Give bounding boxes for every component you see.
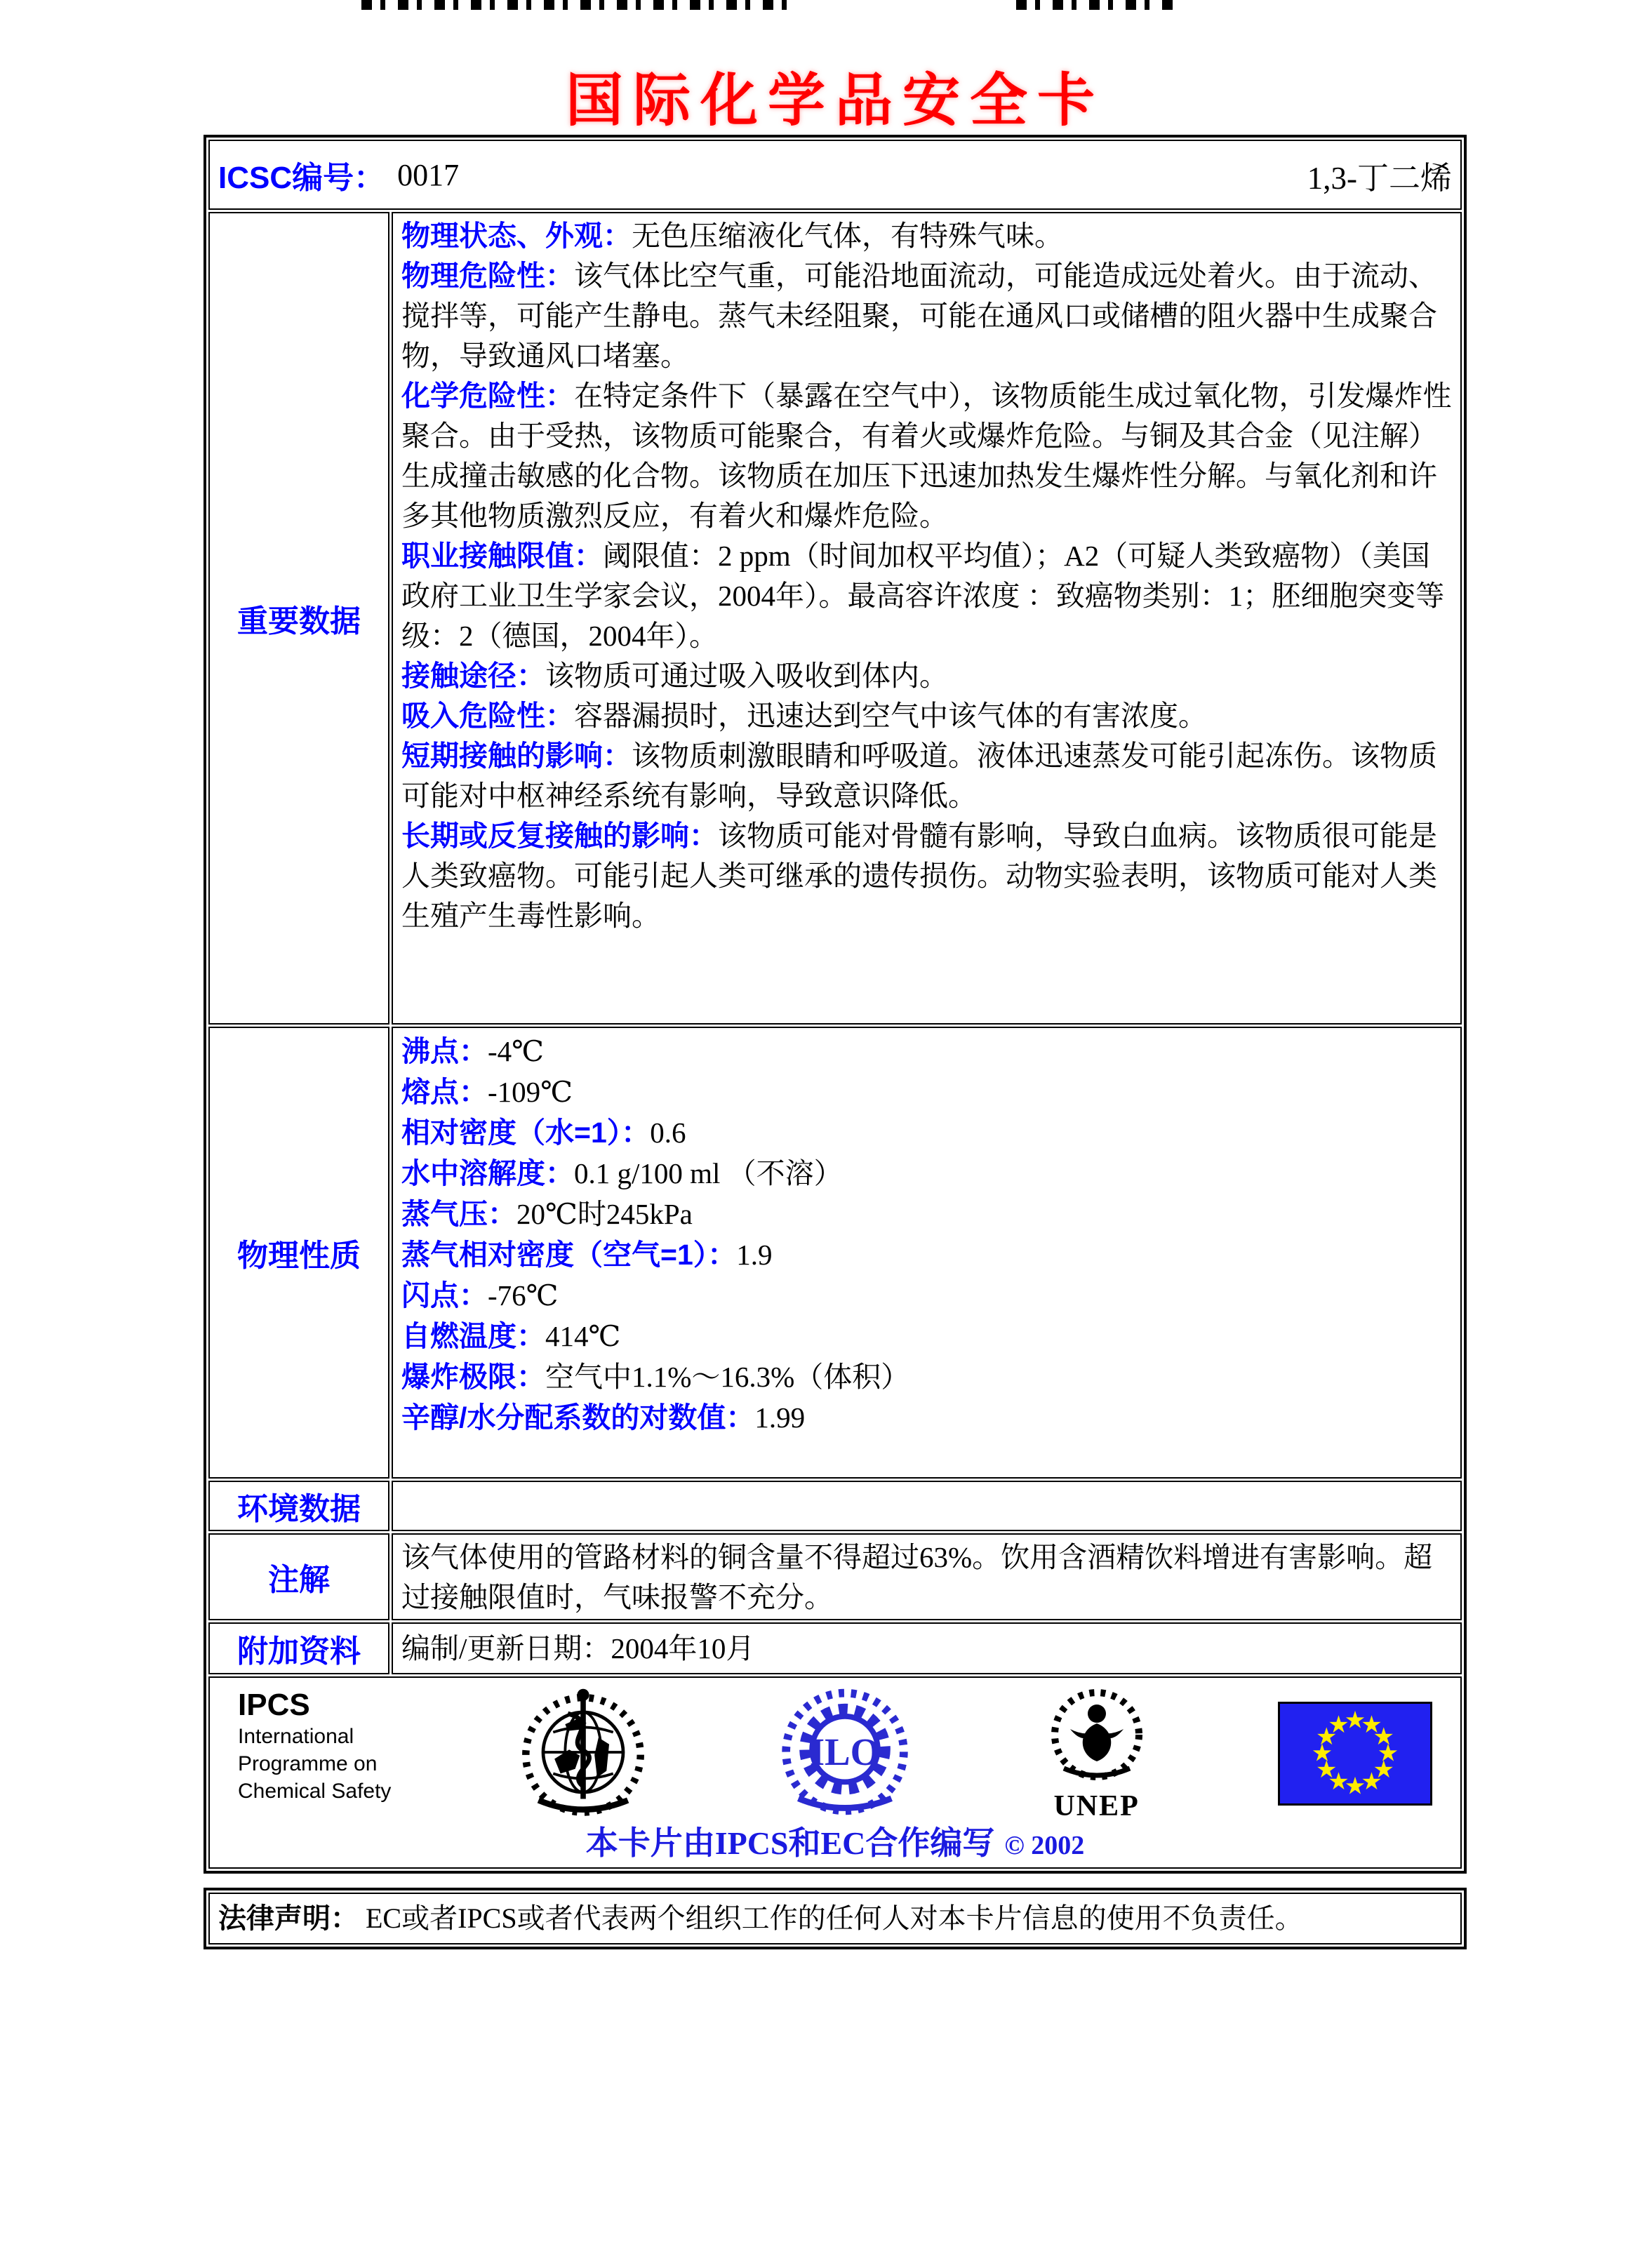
important-item [401, 216, 1452, 256]
svg-text:★: ★ [1344, 1707, 1366, 1734]
environmental-data-row [208, 1481, 1462, 1531]
legal-notice-content [208, 1893, 1462, 1945]
physical-item [401, 1275, 1452, 1316]
item-text: 在特定条件下（暴露在空气中），该物质能生成过氧化物，引发爆炸性聚合。由于受热，该物质可能聚合，有着火或爆炸危险。与铜及其合金（见注解）生成撞击敏感的化合物。该物质在加压下迅速加热发生爆炸性分解。与氧化剂和许多其他物质激烈反应，有着火和爆炸危险。 [401, 380, 1452, 532]
item-label: 沸点： [401, 1035, 488, 1067]
ilo-logo-icon [775, 1683, 915, 1824]
item-label: 职业接触限值： [401, 540, 603, 572]
notes-content: 该气体使用的管路材料的铜含量不得超过63%。饮用含酒精饮料增进有害影响。超过接触限值时，气味报警不充分。 [392, 1533, 1462, 1620]
item-text: -4℃ [488, 1035, 545, 1067]
unep-logo-icon [1037, 1687, 1156, 1796]
svg-text:★: ★ [1361, 1769, 1382, 1796]
important-item [401, 736, 1452, 816]
important-item [401, 656, 1452, 696]
item-text: 阈限值：2 ppm（时间加权平均值）；A2（可疑人类致癌物）（美国政府工业卫生学家会议，2004年）。最高容许浓度 ：致癌物类别：1；胚细胞突变等级：2（德国，2004年）。 [401, 540, 1445, 652]
logos-row [208, 1676, 1462, 1869]
ipcs-subtitle-line: Programme on [238, 1752, 378, 1775]
icsc-number-label: ICSC编号： [218, 161, 385, 195]
svg-text:★: ★ [1373, 1724, 1394, 1750]
important-data-content [392, 212, 1462, 1025]
svg-text:★: ★ [1344, 1773, 1366, 1800]
item-text: 该物质可通过吸入吸收到体内。 [545, 660, 948, 692]
svg-text:★: ★ [1373, 1757, 1394, 1783]
ipcs-title: IPCS [238, 1688, 310, 1722]
legal-notice-text: EC或者IPCS或者代表两个组织工作的任何人对本卡片信息的使用不负责任。 [366, 1902, 1303, 1934]
item-text: 1.9 [736, 1239, 773, 1271]
page-title: 国际化学品安全卡 [565, 69, 1105, 133]
important-item [401, 816, 1452, 936]
row-label-notes: 注解 [208, 1533, 389, 1620]
item-label: 熔点： [401, 1076, 488, 1108]
unep-label: UNEP [1053, 1789, 1140, 1822]
item-text: 该物质刺激眼睛和呼吸道。液体迅速蒸发可能引起冻伤。该物质可能对中枢神经系统有影响，导致意识降低。 [401, 740, 1437, 812]
ipcs-subtitle-line: International [238, 1725, 354, 1748]
item-text: 414℃ [545, 1320, 621, 1352]
ipcs-text-block [238, 1688, 391, 1805]
physical-item [401, 1397, 1452, 1438]
item-label: 物理危险性： [401, 260, 574, 292]
additional-info-content: 编制/更新日期：2004年10月 [392, 1622, 1462, 1674]
icsc-number-value: 0017 [397, 157, 460, 192]
unep-logo-block [1037, 1687, 1156, 1821]
item-label: 蒸气相对密度（空气=1）： [401, 1239, 737, 1271]
ilo-letters: ILO [810, 1730, 881, 1773]
row-label-environmental-data: 环境数据 [208, 1481, 389, 1531]
additional-info-row [208, 1622, 1462, 1674]
important-data-row [208, 212, 1462, 1025]
physical-item [401, 1153, 1452, 1194]
svg-text:★: ★ [1377, 1740, 1399, 1767]
row-label-important-data: 重要数据 [208, 212, 389, 1025]
clipped-text-fragment [1016, 0, 1181, 10]
clipped-text-fragment [361, 0, 796, 10]
caption-text: 本卡片由IPCS和EC合作编写 [585, 1825, 995, 1861]
physical-properties-row [208, 1027, 1462, 1479]
item-text: 该气体比空气重，可能沿地面流动，可能造成远处着火。由于流动、搅拌等，可能产生静电。蒸气未经阻聚，可能在通风口或储槽的阻火器中生成聚合物，导致通风口堵塞。 [401, 260, 1437, 372]
important-item [401, 536, 1452, 656]
item-label: 自燃温度： [401, 1320, 545, 1352]
physical-item [401, 1234, 1452, 1275]
item-label: 相对密度（水=1）： [401, 1116, 651, 1149]
svg-text:★: ★ [1328, 1769, 1349, 1796]
item-text: 该物质可能对骨髓有影响，导致白血病。该物质很可能是人类致癌物。可能引起人类可继承的遗传损伤。动物实验表明，该物质可能对人类生殖产生毒性影响。 [401, 820, 1437, 932]
row-label-physical-properties: 物理性质 [208, 1027, 389, 1479]
physical-item [401, 1072, 1452, 1112]
item-text: -109℃ [488, 1076, 573, 1108]
item-label: 辛醇/水分配系数的对数值： [401, 1401, 755, 1434]
item-text: 空气中1.1%～16.3%（体积） [545, 1361, 910, 1393]
item-label: 蒸气压： [401, 1198, 516, 1230]
svg-text:★: ★ [1316, 1724, 1338, 1750]
eu-flag-icon [1278, 1702, 1432, 1806]
header-cell [208, 140, 1462, 210]
legal-notice-label: 法律声明： [218, 1903, 359, 1934]
cooperation-caption [218, 1824, 1452, 1865]
item-text: -76℃ [488, 1279, 559, 1312]
environmental-data-content [392, 1481, 1462, 1531]
physical-item [401, 1356, 1452, 1397]
important-item [401, 696, 1452, 736]
physical-item [401, 1112, 1452, 1153]
item-text: 容器漏损时，迅速达到空气中该气体的有害浓度。 [574, 700, 1207, 732]
item-text: 0.1 g/100 ml （不溶） [574, 1157, 843, 1189]
item-label: 水中溶解度： [401, 1157, 574, 1189]
physical-properties-content [392, 1027, 1462, 1479]
svg-text:★: ★ [1316, 1757, 1338, 1783]
svg-text:★: ★ [1328, 1712, 1349, 1738]
item-text: 无色压缩液化气体，有特殊气味。 [632, 220, 1063, 252]
icsc-card-table [204, 135, 1467, 1874]
row-label-additional-info: 附加资料 [208, 1622, 389, 1674]
legal-notice-box [204, 1888, 1467, 1949]
physical-item [401, 1316, 1452, 1356]
svg-text:★: ★ [1361, 1712, 1382, 1738]
who-logo-icon [513, 1686, 653, 1822]
item-label: 闪点： [401, 1279, 488, 1312]
item-label: 吸入危险性： [401, 700, 574, 732]
physical-item [401, 1031, 1452, 1072]
item-label: 长期或反复接触的影响： [401, 820, 718, 852]
item-label: 物理状态、外观： [401, 220, 632, 252]
physical-item [401, 1194, 1452, 1234]
item-text: 20℃时245kPa [516, 1198, 693, 1230]
header-row [208, 140, 1462, 210]
item-label: 化学危险性： [401, 380, 574, 412]
caption-year: © 2002 [1004, 1831, 1085, 1860]
svg-text:★: ★ [1311, 1740, 1333, 1767]
icsc-number-group [218, 152, 459, 197]
chemical-name: 1,3-丁二烯 [1307, 160, 1452, 196]
logos-strip [218, 1683, 1452, 1824]
important-item [401, 376, 1452, 536]
item-label: 接触途径： [401, 660, 545, 692]
important-item [401, 256, 1452, 376]
ipcs-subtitle-line: Chemical Safety [238, 1780, 392, 1803]
item-label: 短期接触的影响： [401, 740, 632, 772]
item-label: 爆炸极限： [401, 1361, 545, 1393]
item-text: 1.99 [754, 1401, 806, 1434]
logos-cell [208, 1676, 1462, 1869]
notes-row [208, 1533, 1462, 1620]
item-text: 0.6 [650, 1116, 686, 1149]
